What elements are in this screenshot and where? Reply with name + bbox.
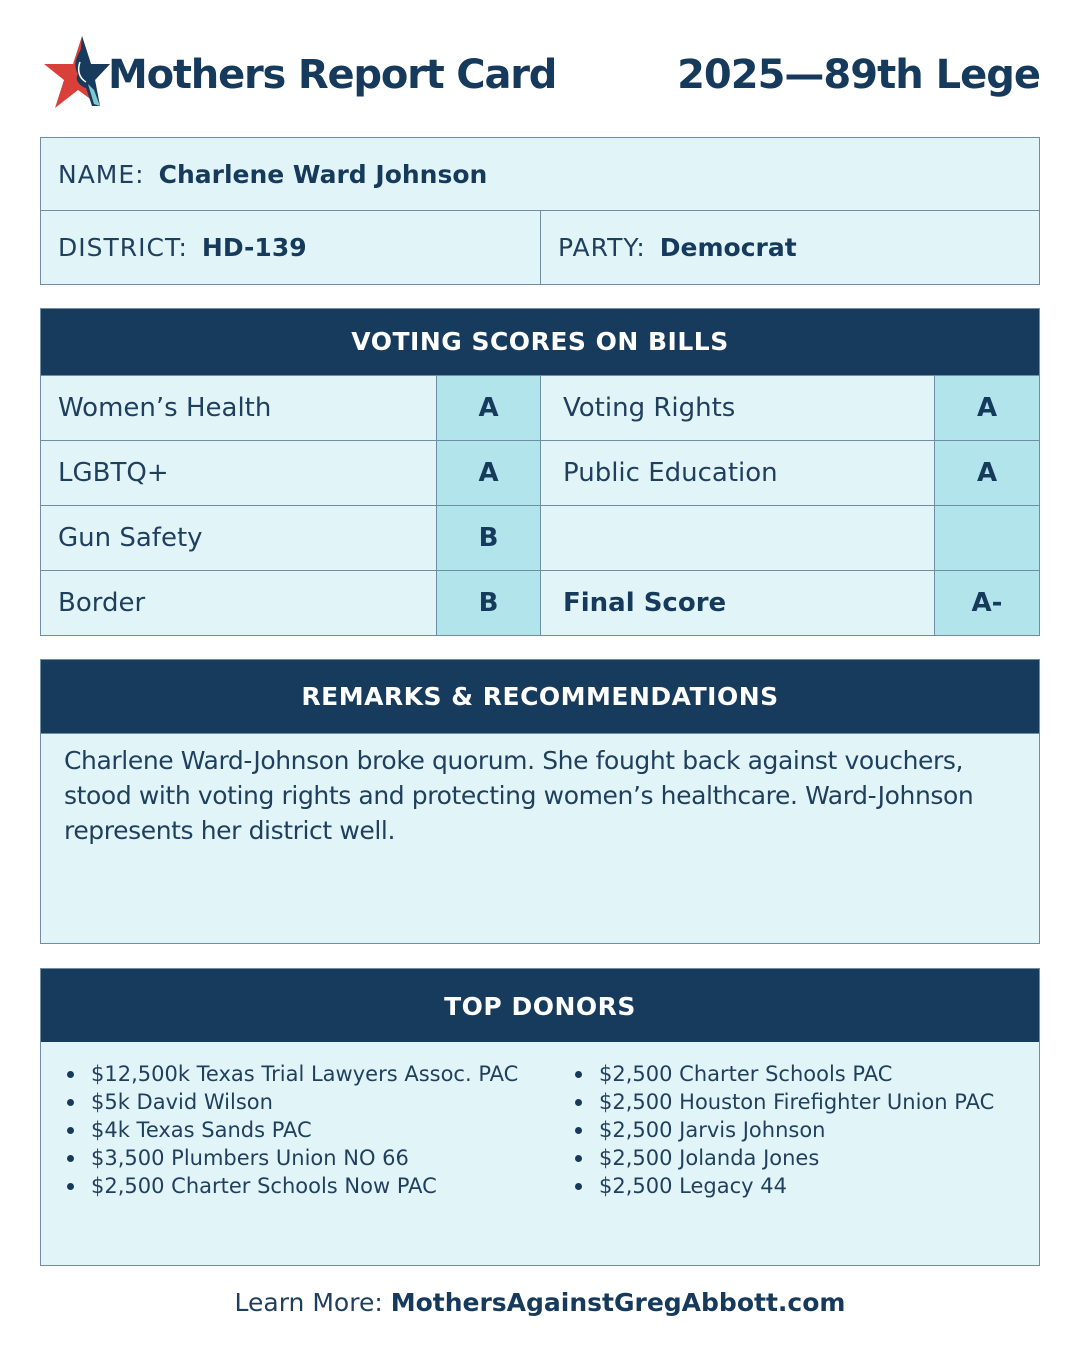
donor-text: $3,500 Plumbers Union NO 66 [91, 1146, 409, 1170]
donor-item [575, 1116, 994, 1144]
donor-text: $2,500 Charter Schools PAC [599, 1062, 893, 1086]
report-title: Mothers Report Card [108, 52, 557, 98]
bullet-icon [67, 1099, 74, 1106]
bullet-icon [575, 1155, 582, 1162]
voting-scores-table [40, 308, 1040, 636]
final-score-label: Final Score [540, 570, 934, 635]
donor-item [67, 1172, 557, 1200]
voting-scores-heading: VOTING SCORES ON BILLS [41, 309, 1039, 375]
donor-item [67, 1144, 557, 1172]
website-link[interactable]: MothersAgainstGregAbbott.com [390, 1288, 846, 1317]
remarks-text: Charlene Ward-Johnson broke quorum. She fought back against vouchers, stood with voting rights and protecting women’s healthcare. Ward-Johnson represents her district well. [64, 746, 974, 845]
score-category: Women’s Health [41, 375, 436, 440]
donor-list-right [557, 1060, 994, 1200]
bullet-icon [575, 1099, 582, 1106]
legislator-info-panel [40, 137, 1040, 285]
district-value: HD-139 [201, 233, 307, 262]
score-grade: A [934, 375, 1039, 440]
score-grade: B [436, 505, 540, 570]
party-value: Democrat [659, 233, 797, 262]
report-header [40, 34, 1040, 114]
score-category: LGBTQ+ [41, 440, 436, 505]
donor-text: $2,500 Jolanda Jones [599, 1146, 820, 1170]
donor-text: $2,500 Jarvis Johnson [599, 1118, 826, 1142]
donor-item [67, 1060, 557, 1088]
donor-item [67, 1088, 557, 1116]
score-category: Public Education [540, 440, 934, 505]
scores-grid [41, 375, 1039, 635]
score-grade: A [934, 440, 1039, 505]
donor-item [67, 1116, 557, 1144]
score-category: Voting Rights [540, 375, 934, 440]
bullet-icon [67, 1155, 74, 1162]
empty-grade [934, 505, 1039, 570]
donor-item [575, 1088, 994, 1116]
donor-item [575, 1060, 994, 1088]
bullet-icon [67, 1071, 74, 1078]
name-cell [41, 138, 487, 210]
bullet-icon [575, 1183, 582, 1190]
district-cell [41, 211, 540, 284]
top-donors-panel [40, 968, 1040, 1266]
name-row [41, 138, 1039, 211]
party-label: PARTY: [558, 233, 646, 262]
score-category: Border [41, 570, 436, 635]
footer [0, 1288, 1080, 1317]
donor-text: $12,500k Texas Trial Lawyers Assoc. PAC [91, 1062, 519, 1086]
donor-text: $2,500 Houston Firefighter Union PAC [599, 1090, 995, 1114]
learn-more-label: Learn More: [234, 1288, 383, 1317]
district-party-row [41, 211, 1039, 284]
bullet-icon [67, 1183, 74, 1190]
score-grade: A [436, 440, 540, 505]
donor-columns [41, 1042, 1039, 1200]
donor-text: $5k David Wilson [91, 1090, 273, 1114]
score-category: Gun Safety [41, 505, 436, 570]
name-value: Charlene Ward Johnson [158, 159, 488, 189]
donor-item [575, 1144, 994, 1172]
donor-text: $2,500 Legacy 44 [599, 1174, 787, 1198]
bullet-icon [575, 1127, 582, 1134]
legislative-session: 2025—89th Lege [677, 52, 1040, 98]
final-score-grade: A- [934, 570, 1039, 635]
bullet-icon [575, 1071, 582, 1078]
remarks-heading: REMARKS & RECOMMENDATIONS [41, 660, 1039, 734]
donor-item [575, 1172, 994, 1200]
party-cell [540, 211, 1039, 284]
empty-category [540, 505, 934, 570]
score-grade: B [436, 570, 540, 635]
donor-text: $2,500 Charter Schools Now PAC [91, 1174, 437, 1198]
district-label: DISTRICT: [58, 233, 188, 262]
score-grade: A [436, 375, 540, 440]
donor-list-left [41, 1060, 557, 1200]
name-label: NAME: [58, 159, 145, 189]
remarks-panel [40, 659, 1040, 944]
top-donors-heading: TOP DONORS [41, 969, 1039, 1042]
bullet-icon [67, 1127, 74, 1134]
donor-text: $4k Texas Sands PAC [91, 1118, 312, 1142]
texas-star-logo-icon [42, 34, 110, 110]
